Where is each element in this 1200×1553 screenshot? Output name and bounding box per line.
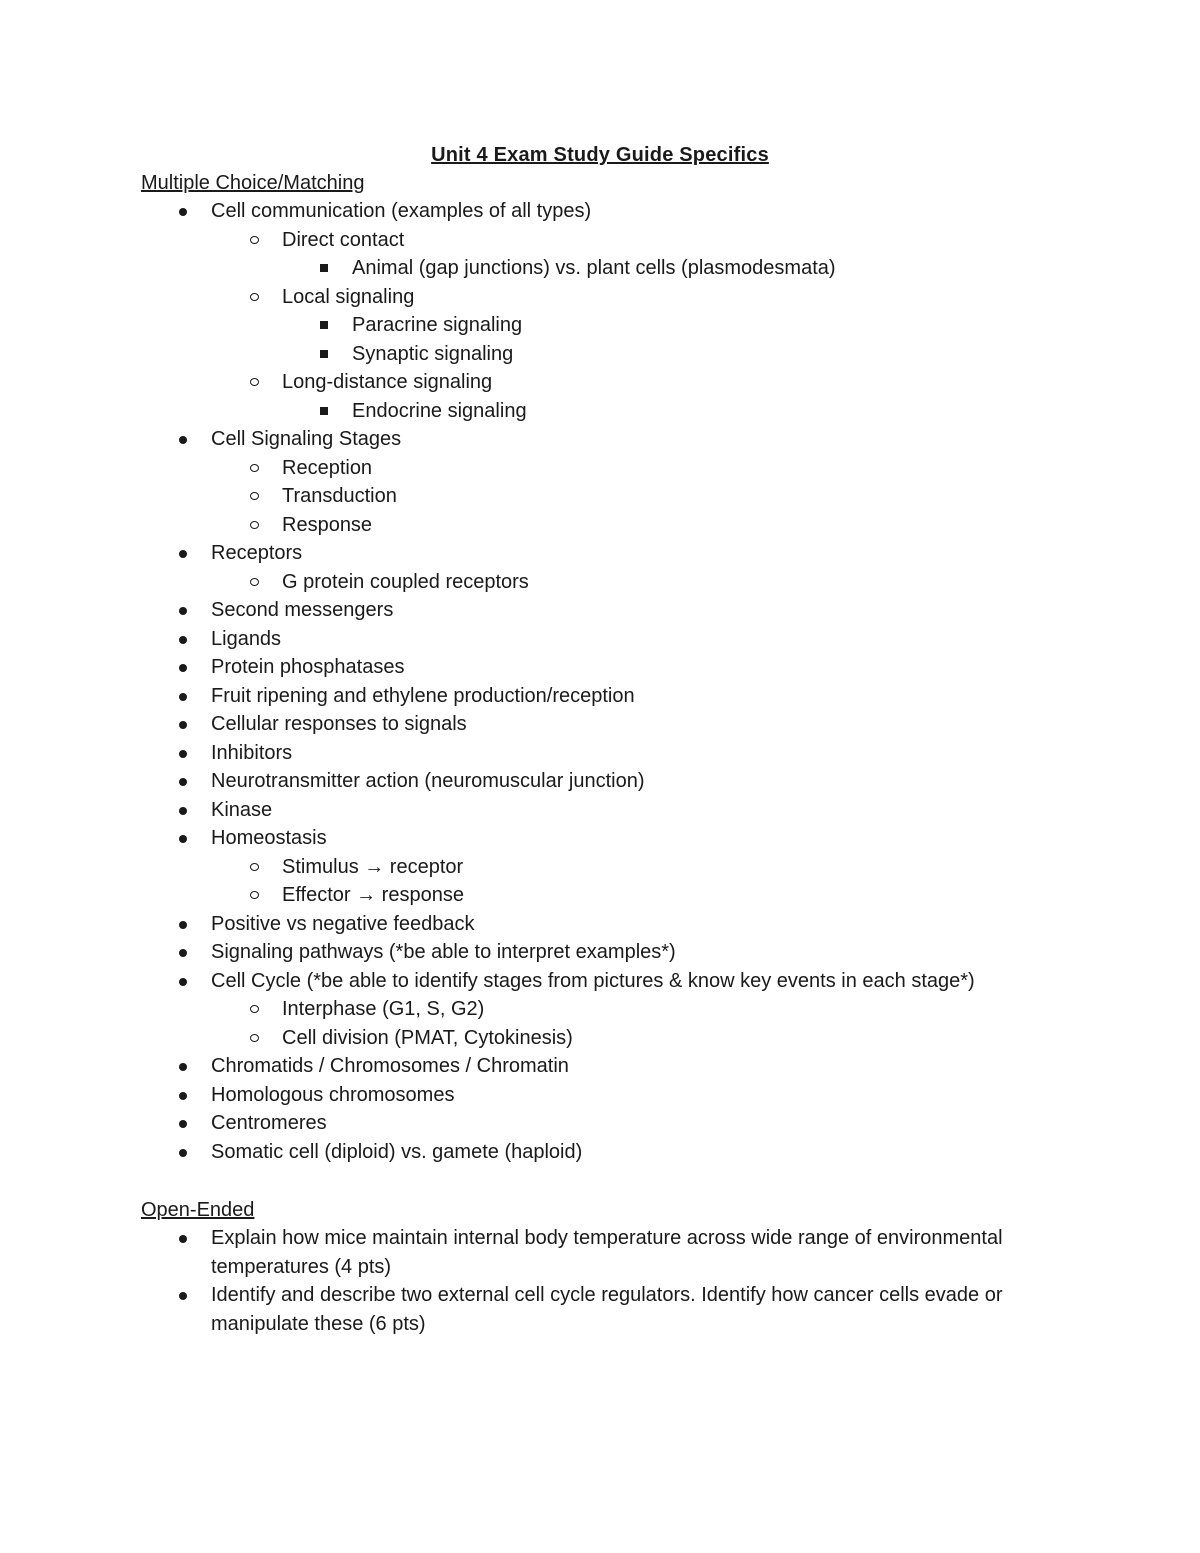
list-item-text: Transduction xyxy=(282,485,397,507)
list-item xyxy=(0,682,1200,711)
list-item xyxy=(0,311,1200,340)
list-item-text: Ligands xyxy=(211,627,282,650)
hollow-circle-bullet-icon xyxy=(250,1034,259,1042)
list-item xyxy=(0,1024,1200,1053)
list-item xyxy=(0,340,1200,369)
open-ended-list xyxy=(0,1224,1200,1338)
list-item-text: Endocrine signaling xyxy=(352,399,527,422)
list-item-text: Interphase (G1, S, G2) xyxy=(282,998,485,1020)
list-item-text: Second messengers xyxy=(211,599,394,621)
list-item-text: Direct contact xyxy=(282,228,405,251)
list-item xyxy=(0,938,1200,967)
list-item-text: Long-distance signaling xyxy=(282,371,493,393)
list-item xyxy=(0,995,1200,1024)
hollow-circle-bullet-icon xyxy=(250,1005,259,1013)
list-item xyxy=(0,568,1200,597)
list-item-text: Homologous chromosomes xyxy=(211,1083,455,1106)
list-item xyxy=(0,824,1200,853)
multiple-choice-list xyxy=(0,197,1200,1166)
list-item xyxy=(0,767,1200,796)
list-item-text: Synaptic signaling xyxy=(352,342,514,365)
list-item-text: Protein phosphatases xyxy=(211,656,405,678)
list-item-text: Cell Signaling Stages xyxy=(211,428,402,450)
list-item-text: Cellular responses to signals xyxy=(211,713,467,735)
list-item xyxy=(0,539,1200,568)
list-item xyxy=(0,1081,1200,1110)
filled-circle-bullet-icon xyxy=(179,807,187,815)
list-item xyxy=(0,881,1200,910)
filled-circle-bullet-icon xyxy=(179,1120,187,1128)
filled-circle-bullet-icon xyxy=(179,1235,187,1243)
list-item xyxy=(0,710,1200,739)
list-item-text: G protein coupled receptors xyxy=(282,570,529,593)
filled-circle-bullet-icon xyxy=(179,550,187,558)
list-item xyxy=(0,796,1200,825)
list-item-text: Positive vs negative feedback xyxy=(211,912,475,935)
list-item-text: Paracrine signaling xyxy=(352,314,523,336)
list-item-text: Identify and describe two external cell cycle regulators. Identify how cancer cells evade or manipulate these (6 pts) xyxy=(211,1284,1003,1335)
list-item-text: Somatic cell (diploid) vs. gamete (haploid) xyxy=(211,1140,583,1163)
list-item-text: Neurotransmitter action (neuromuscular junction) xyxy=(211,770,645,792)
list-item xyxy=(0,653,1200,682)
list-item xyxy=(0,454,1200,483)
filled-circle-bullet-icon xyxy=(179,949,187,957)
list-item xyxy=(0,910,1200,939)
filled-circle-bullet-icon xyxy=(179,1292,187,1300)
list-item-text: Cell communication (examples of all types) xyxy=(211,200,592,222)
list-item xyxy=(0,254,1200,283)
filled-circle-bullet-icon xyxy=(179,1149,187,1157)
hollow-circle-bullet-icon xyxy=(250,521,259,529)
list-item xyxy=(0,397,1200,426)
list-item-text: Receptors xyxy=(211,542,303,564)
list-item-text: Cell division (PMAT, Cytokinesis) xyxy=(282,1026,573,1049)
list-item xyxy=(0,1052,1200,1081)
list-item xyxy=(0,368,1200,397)
list-item xyxy=(0,625,1200,654)
list-item xyxy=(0,853,1200,882)
hollow-circle-bullet-icon xyxy=(250,578,259,586)
list-item-text: Stimulus → receptor xyxy=(282,855,464,878)
hollow-circle-bullet-icon xyxy=(250,863,259,871)
filled-circle-bullet-icon xyxy=(179,607,187,615)
filled-circle-bullet-icon xyxy=(179,835,187,843)
list-item xyxy=(0,1138,1200,1167)
filled-circle-bullet-icon xyxy=(179,1092,187,1100)
filled-circle-bullet-icon xyxy=(179,750,187,758)
list-item xyxy=(0,1224,1200,1281)
square-bullet-icon xyxy=(320,350,328,358)
list-item xyxy=(0,739,1200,768)
hollow-circle-bullet-icon xyxy=(250,464,259,472)
list-item-text: Signaling pathways (*be able to interpret examples*) xyxy=(211,941,676,963)
list-item-text: Fruit ripening and ethylene production/reception xyxy=(211,684,635,707)
square-bullet-icon xyxy=(320,321,328,329)
hollow-circle-bullet-icon xyxy=(250,492,259,500)
section-heading-multiple-choice: Multiple Choice/Matching xyxy=(141,172,365,194)
list-item-text: Chromatids / Chromosomes / Chromatin xyxy=(211,1055,569,1077)
square-bullet-icon xyxy=(320,407,328,415)
list-item xyxy=(0,197,1200,226)
filled-circle-bullet-icon xyxy=(179,693,187,701)
list-item xyxy=(0,283,1200,312)
list-item-text: Explain how mice maintain internal body temperature across wide range of environmental temperatures (4 pts) xyxy=(211,1227,1003,1278)
list-item xyxy=(0,596,1200,625)
filled-circle-bullet-icon xyxy=(179,921,187,929)
list-item-text: Centromeres xyxy=(211,1112,327,1134)
list-item-text: Inhibitors xyxy=(211,741,293,764)
square-bullet-icon xyxy=(320,264,328,272)
list-item xyxy=(0,1281,1200,1338)
filled-circle-bullet-icon xyxy=(179,721,187,729)
list-item xyxy=(0,482,1200,511)
list-item-text: Animal (gap junctions) vs. plant cells (plasmodesmata) xyxy=(352,257,836,279)
hollow-circle-bullet-icon xyxy=(250,236,259,244)
list-item-text: Response xyxy=(282,513,373,536)
filled-circle-bullet-icon xyxy=(179,664,187,672)
list-item-text: Local signaling xyxy=(282,285,415,308)
list-item-text: Effector → response xyxy=(282,884,464,906)
section-heading-open-ended: Open-Ended xyxy=(141,1199,255,1221)
filled-circle-bullet-icon xyxy=(179,778,187,786)
list-item-text: Cell Cycle (*be able to identify stages from pictures & know key events in each stage*) xyxy=(211,969,975,992)
list-item-text: Homeostasis xyxy=(211,827,327,849)
hollow-circle-bullet-icon xyxy=(250,891,259,899)
list-item-text: Reception xyxy=(282,456,373,479)
filled-circle-bullet-icon xyxy=(179,978,187,986)
page-title: Unit 4 Exam Study Guide Specifics xyxy=(431,144,769,166)
list-item xyxy=(0,967,1200,996)
filled-circle-bullet-icon xyxy=(179,1063,187,1071)
list-item-text: Kinase xyxy=(211,798,273,821)
filled-circle-bullet-icon xyxy=(179,436,187,444)
filled-circle-bullet-icon xyxy=(179,208,187,216)
list-item xyxy=(0,425,1200,454)
hollow-circle-bullet-icon xyxy=(250,293,259,301)
hollow-circle-bullet-icon xyxy=(250,378,259,386)
list-item xyxy=(0,226,1200,255)
list-item xyxy=(0,511,1200,540)
filled-circle-bullet-icon xyxy=(179,636,187,644)
list-item xyxy=(0,1109,1200,1138)
